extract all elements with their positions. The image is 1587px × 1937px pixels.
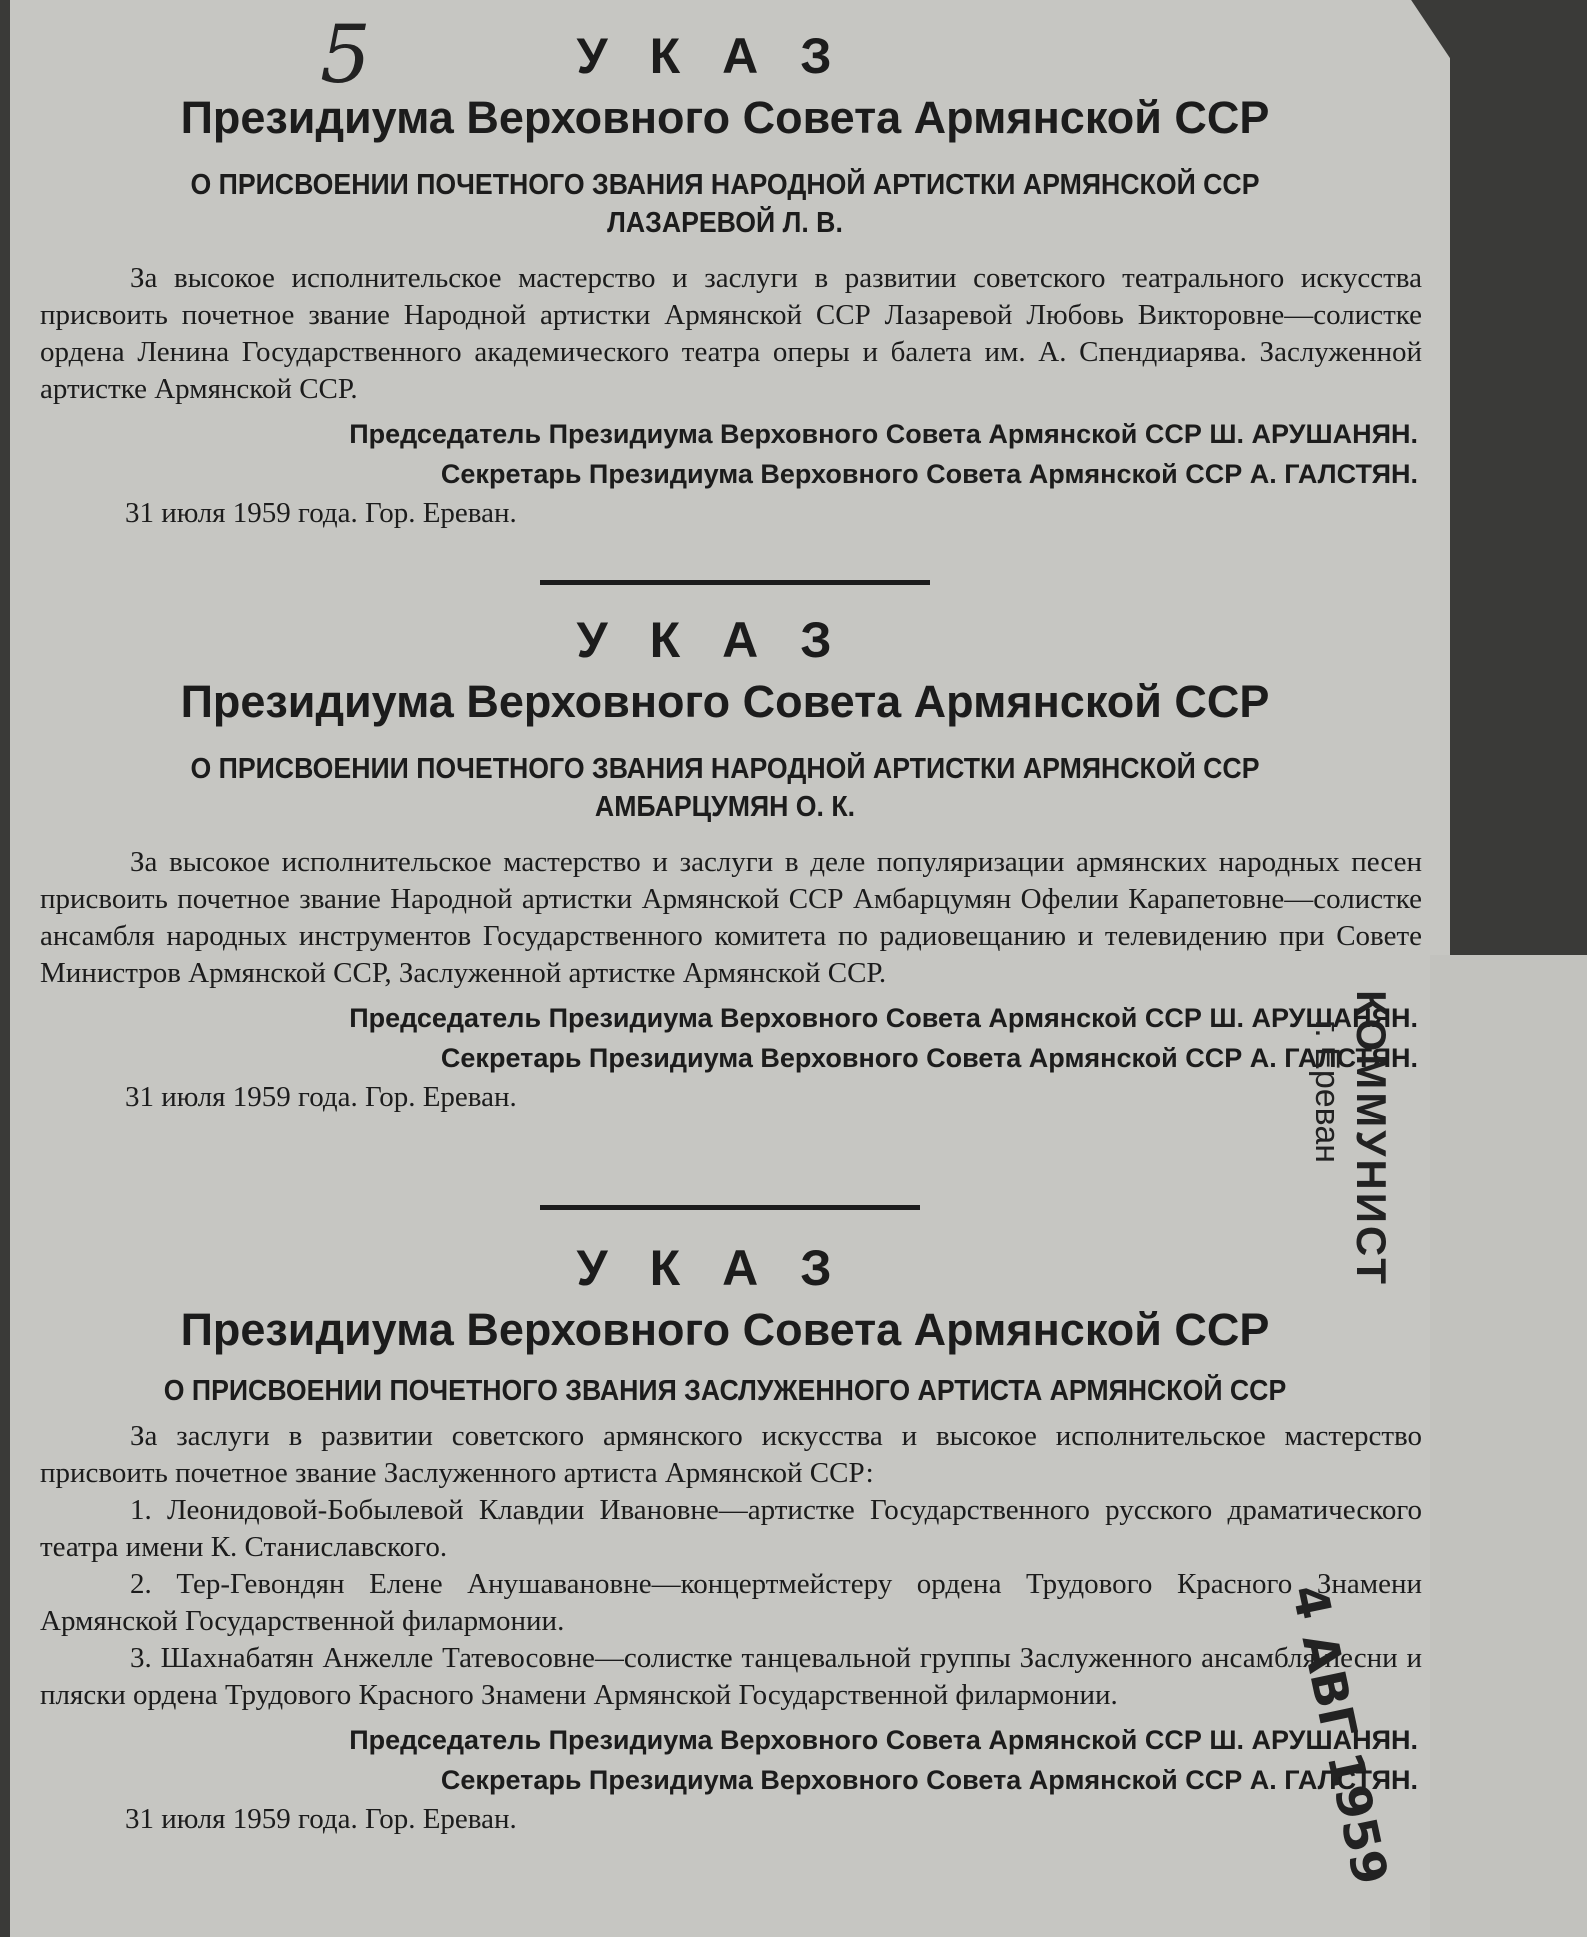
decree-header: УКАЗ (576, 1240, 874, 1296)
date-stamp: 4 АВГ 1959 (1280, 1580, 1399, 1890)
chairman-signature: Председатель Президиума Верховного Совета Армянской ССР Ш. АРУШАНЯН. (349, 1725, 1418, 1755)
decree-subject-line: О ПРИСВОЕНИИ ПОЧЕТНОГО ЗВАНИЯ НАРОДНОЙ АРТИСТКИ АРМЯНСКОЙ ССР (190, 753, 1260, 785)
secretary-signature: Секретарь Президиума Верховного Совета Армянской ССР А. ГАЛСТЯН. (440, 459, 1418, 489)
decree-subject-line: АМБАРЦУМЯН О. К. (594, 791, 856, 823)
decree-date: 31 июля 1959 года. Гор. Ереван. (125, 497, 517, 529)
decree-2 (10, 612, 1440, 1116)
decree-paragraph: За высокое исполнительское мастерство и заслуги в деле популяризации армянских народных песен присвоить почетное звание Народной артистки Армянской ССР Амбарцумян Офелии Карапетовне—солистке ансамбля народных инструментов Государственного комитета по радиовещанию и телевидению при Совете Министров Армянской ССР, Заслуженной артистке Армянской ССР. (40, 846, 1422, 989)
decree-body (10, 844, 1440, 992)
decree-subject-line: ЛАЗАРЕВОЙ Л. В. (607, 207, 843, 239)
secretary-signature: Секретарь Президиума Верховного Совета Армянской ССР А. ГАЛСТЯН. (440, 1765, 1418, 1795)
decree-issuer: Президиума Верховного Совета Армянской ССР (180, 1304, 1270, 1355)
secretary-signature: Секретарь Президиума Верховного Совета Армянской ССР А. ГАЛСТЯН. (440, 1043, 1418, 1073)
section-divider (540, 1205, 920, 1210)
decree-subject (67, 750, 1383, 826)
section-divider (540, 580, 930, 585)
stamp-city: г. Ереван (1308, 1020, 1346, 1164)
decree-issuer: Президиума Верховного Совета Армянской ССР (180, 92, 1270, 143)
stamp-newspaper-name: КОММУНИСТ (1348, 990, 1395, 1287)
decree-header: УКАЗ (576, 612, 874, 668)
decree-body (10, 1418, 1440, 1714)
decree-body (10, 260, 1440, 408)
chairman-signature: Председатель Президиума Верховного Совета Армянской ССР Ш. АРУШАНЯН. (349, 419, 1418, 449)
archive-strip (1430, 955, 1587, 1937)
decree-subject-line: О ПРИСВОЕНИИ ПОЧЕТНОГО ЗВАНИЯ ЗАСЛУЖЕННОГО АРТИСТА АРМЯНСКОЙ ССР (163, 1375, 1287, 1407)
decree-subject-line: О ПРИСВОЕНИИ ПОЧЕТНОГО ЗВАНИЯ НАРОДНОЙ АРТИСТКИ АРМЯНСКОЙ ССР (190, 169, 1260, 201)
newspaper-stamp (1255, 990, 1395, 1287)
decree-date: 31 июля 1959 года. Гор. Ереван. (125, 1803, 517, 1835)
decree-issuer: Президиума Верховного Совета Армянской ССР (180, 676, 1270, 727)
decree-paragraph: За высокое исполнительское мастерство и заслуги в развитии советского театрального искусства присвоить почетное звание Народной артистки Армянской ССР Лазаревой Любовь Викторовне—солистке ордена Ленина Государственного академического театра оперы и балета им. А. Спендиарява. Заслуженной артистке Армянской ССР. (40, 262, 1422, 405)
decree-header: УКАЗ (576, 28, 874, 84)
decree-list-item: 1. Леонидовой-Бобылевой Клавдии Ивановне—артистке Государственного русского драматического театра имени К. Станиславского. (40, 1494, 1422, 1563)
decree-date: 31 июля 1959 года. Гор. Ереван. (125, 1081, 517, 1113)
decree-subject (67, 1372, 1383, 1410)
chairman-signature: Председатель Президиума Верховного Совета Армянской ССР Ш. АРУШАНЯН. (349, 1003, 1418, 1033)
decree-1 (10, 28, 1440, 532)
decree-3 (10, 1240, 1440, 1838)
handwritten-number: 5 (320, 8, 371, 101)
decree-paragraph: За заслуги в развитии советского армянского искусства и высокое исполнительское мастерство присвоить почетное звание Заслуженного артиста Армянской ССР: (40, 1420, 1422, 1489)
decree-subject (67, 166, 1383, 242)
decree-list-item: 3. Шахнабатян Анжелле Татевосовне—солистке танцевальной группы Заслуженного ансамбля песни и пляски ордена Трудового Красного Знамени Армянской Государственной филармонии. (40, 1642, 1422, 1711)
decree-list-item: 2. Тер-Гевондян Елене Анушавановне—концертмейстеру ордена Трудового Красного Знамени Армянской Государственной филармонии. (40, 1568, 1422, 1637)
